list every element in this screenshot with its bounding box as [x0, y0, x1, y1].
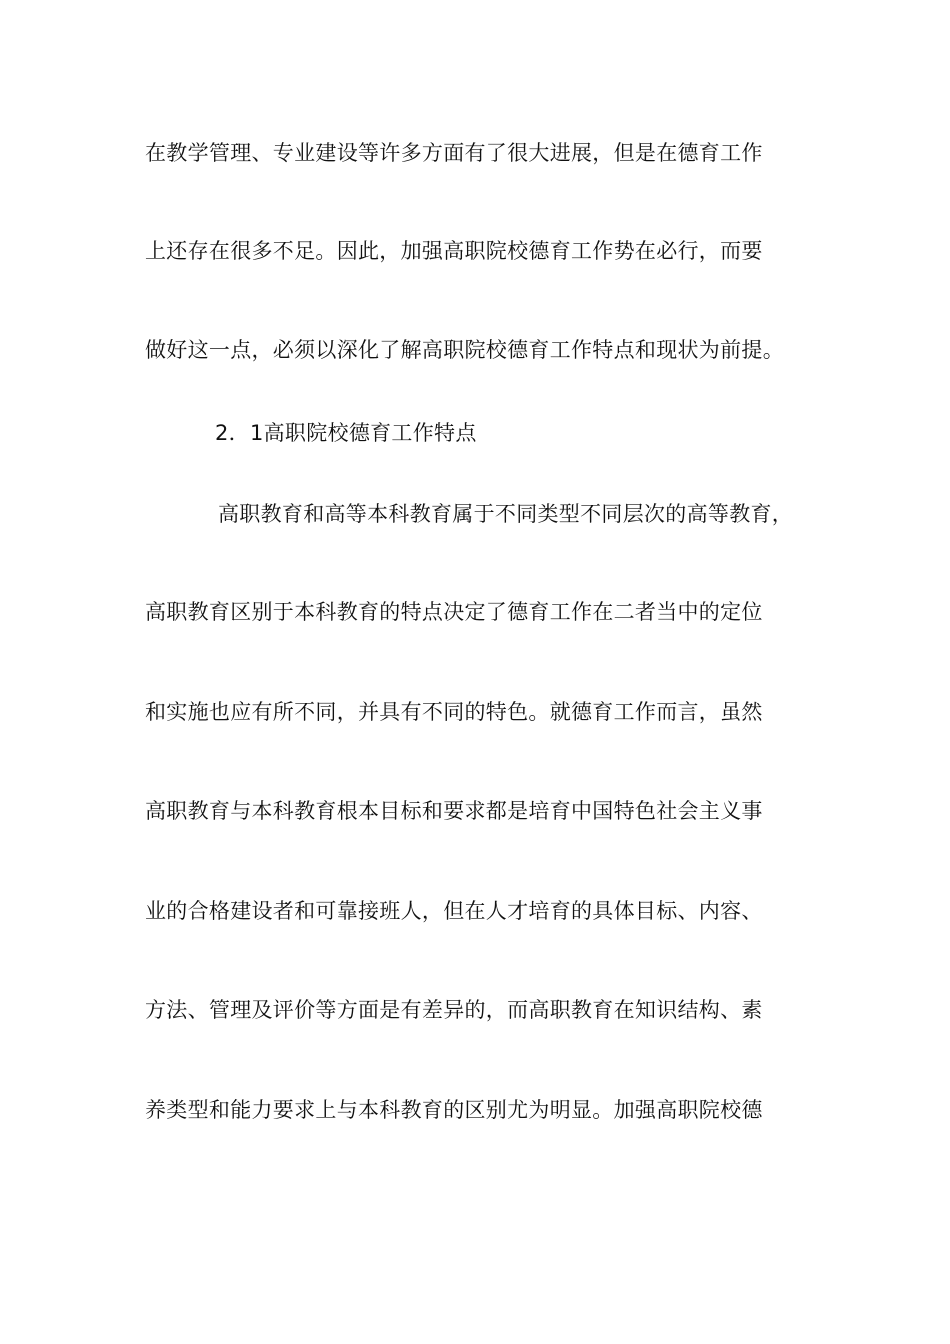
paragraph-line: 在教学管理、专业建设等许多方面有了很大进展，但是在德育工作	[145, 141, 763, 165]
paragraph-line: 高职教育与本科教育根本目标和要求都是培育中国特色社会主义事	[145, 799, 763, 823]
paragraph-line: 和实施也应有所不同，并具有不同的特色。就德育工作而言，虽然	[145, 700, 763, 724]
section-heading: 2．1高职院校德育工作特点	[215, 421, 477, 445]
paragraph-line: 高职教育区别于本科教育的特点决定了德育工作在二者当中的定位	[145, 600, 763, 624]
paragraph-line: 做好这一点，必须以深化了解高职院校德育工作特点和现状为前提。	[145, 338, 784, 362]
paragraph-line: 方法、管理及评价等方面是有差异的，而高职教育在知识结构、素	[145, 998, 763, 1022]
paragraph-line: 上还存在很多不足。因此，加强高职院校德育工作势在必行，而要	[145, 239, 763, 263]
paragraph-line: 养类型和能力要求上与本科教育的区别尤为明显。加强高职院校德	[145, 1098, 763, 1122]
paragraph-line: 高职教育和高等本科教育属于不同类型不同层次的高等教育，	[218, 502, 794, 526]
paragraph-line: 业的合格建设者和可靠接班人，但在人才培育的具体目标、内容、	[145, 899, 763, 923]
